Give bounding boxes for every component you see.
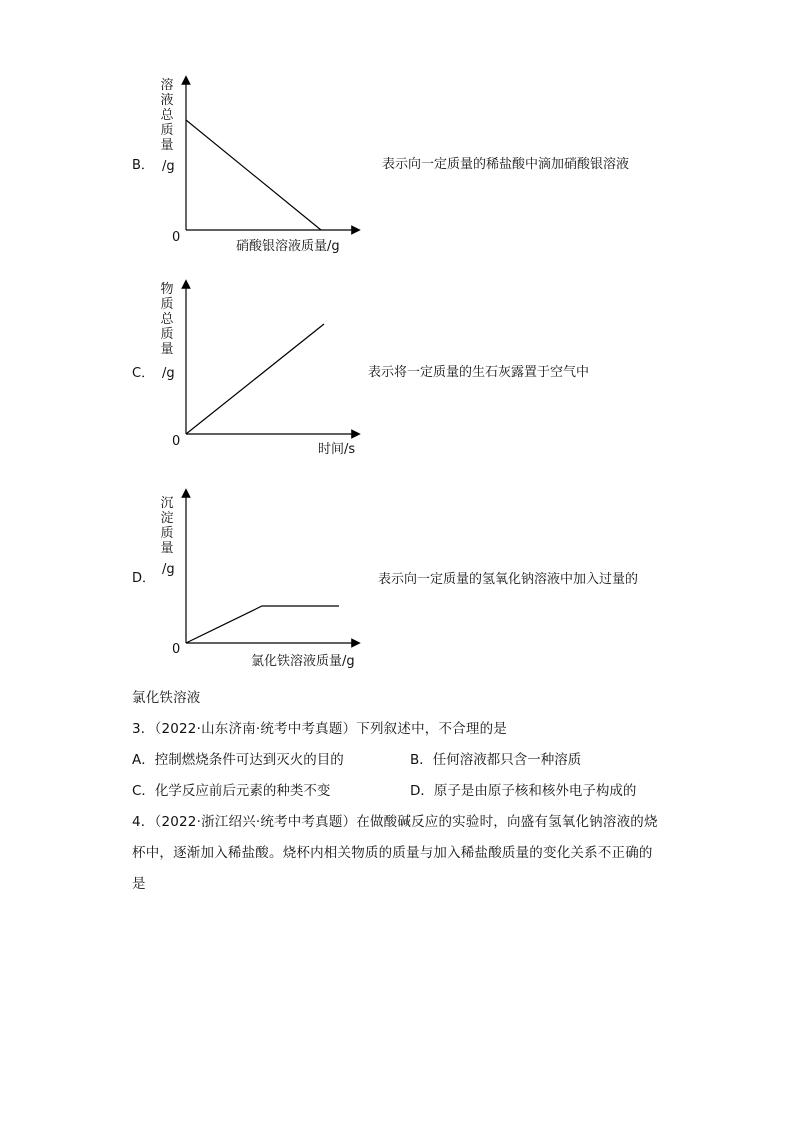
question-3-choice-a: A．控制燃烧条件可达到灭火的目的: [132, 752, 344, 768]
option-b-y-axis-label: 溶液总质量: [160, 78, 174, 153]
question-4-line-2: 杯中，逐渐加入稀盐酸。烧杯内相关物质的质量与加入稀盐酸质量的变化关系不正确的: [132, 845, 653, 861]
option-b-label: B．: [132, 158, 154, 173]
option-c-label: C．: [132, 366, 155, 381]
option-c-y-axis-label: 物质总质量: [160, 282, 174, 357]
option-d-label: D．: [132, 571, 156, 586]
question-3-stem: 3．（2022·山东济南·统考中考真题）下列叙述中，不合理的是: [132, 721, 507, 737]
option-d-y-axis-unit: /g: [162, 562, 175, 577]
option-b-y-axis-unit: /g: [162, 159, 175, 174]
option-d-x-axis-label: 氯化铁溶液质量/g: [251, 654, 355, 669]
option-b-series-line: [186, 120, 321, 230]
question-4-line-1: 4．（2022·浙江绍兴·统考中考真题）在做酸碱反应的实验时，向盛有氢氧化钠溶液的烧: [132, 814, 658, 830]
option-d-origin: 0: [172, 642, 181, 657]
question-3-choice-c: C．化学反应前后元素的种类不变: [132, 783, 331, 799]
option-c-series-line: [186, 324, 324, 434]
option-c-origin: 0: [172, 434, 181, 449]
question-3-choice-d: D．原子是由原子核和核外电子构成的: [410, 783, 637, 799]
option-b-origin: 0: [172, 230, 181, 245]
option-d-description: 表示向一定质量的氢氧化钠溶液中加入过量的: [378, 572, 639, 587]
option-c-y-axis-unit: /g: [162, 366, 175, 381]
question-4-line-3: 是: [132, 876, 146, 892]
option-c-description: 表示将一定质量的生石灰露置于空气中: [368, 365, 590, 380]
option-b-description: 表示向一定质量的稀盐酸中滴加硝酸银溶液: [382, 157, 630, 172]
option-d-series-line: [186, 606, 339, 643]
question-3-choice-b: B．任何溶液都只含一种溶质: [410, 752, 582, 768]
option-d-y-axis-label: 沉淀质量: [160, 496, 174, 556]
option-b-x-axis-label: 硝酸银溶液质量/g: [236, 239, 340, 254]
option-d-description-continuation: 氯化铁溶液: [132, 690, 201, 706]
option-c-x-axis-label: 时间/s: [318, 442, 356, 457]
